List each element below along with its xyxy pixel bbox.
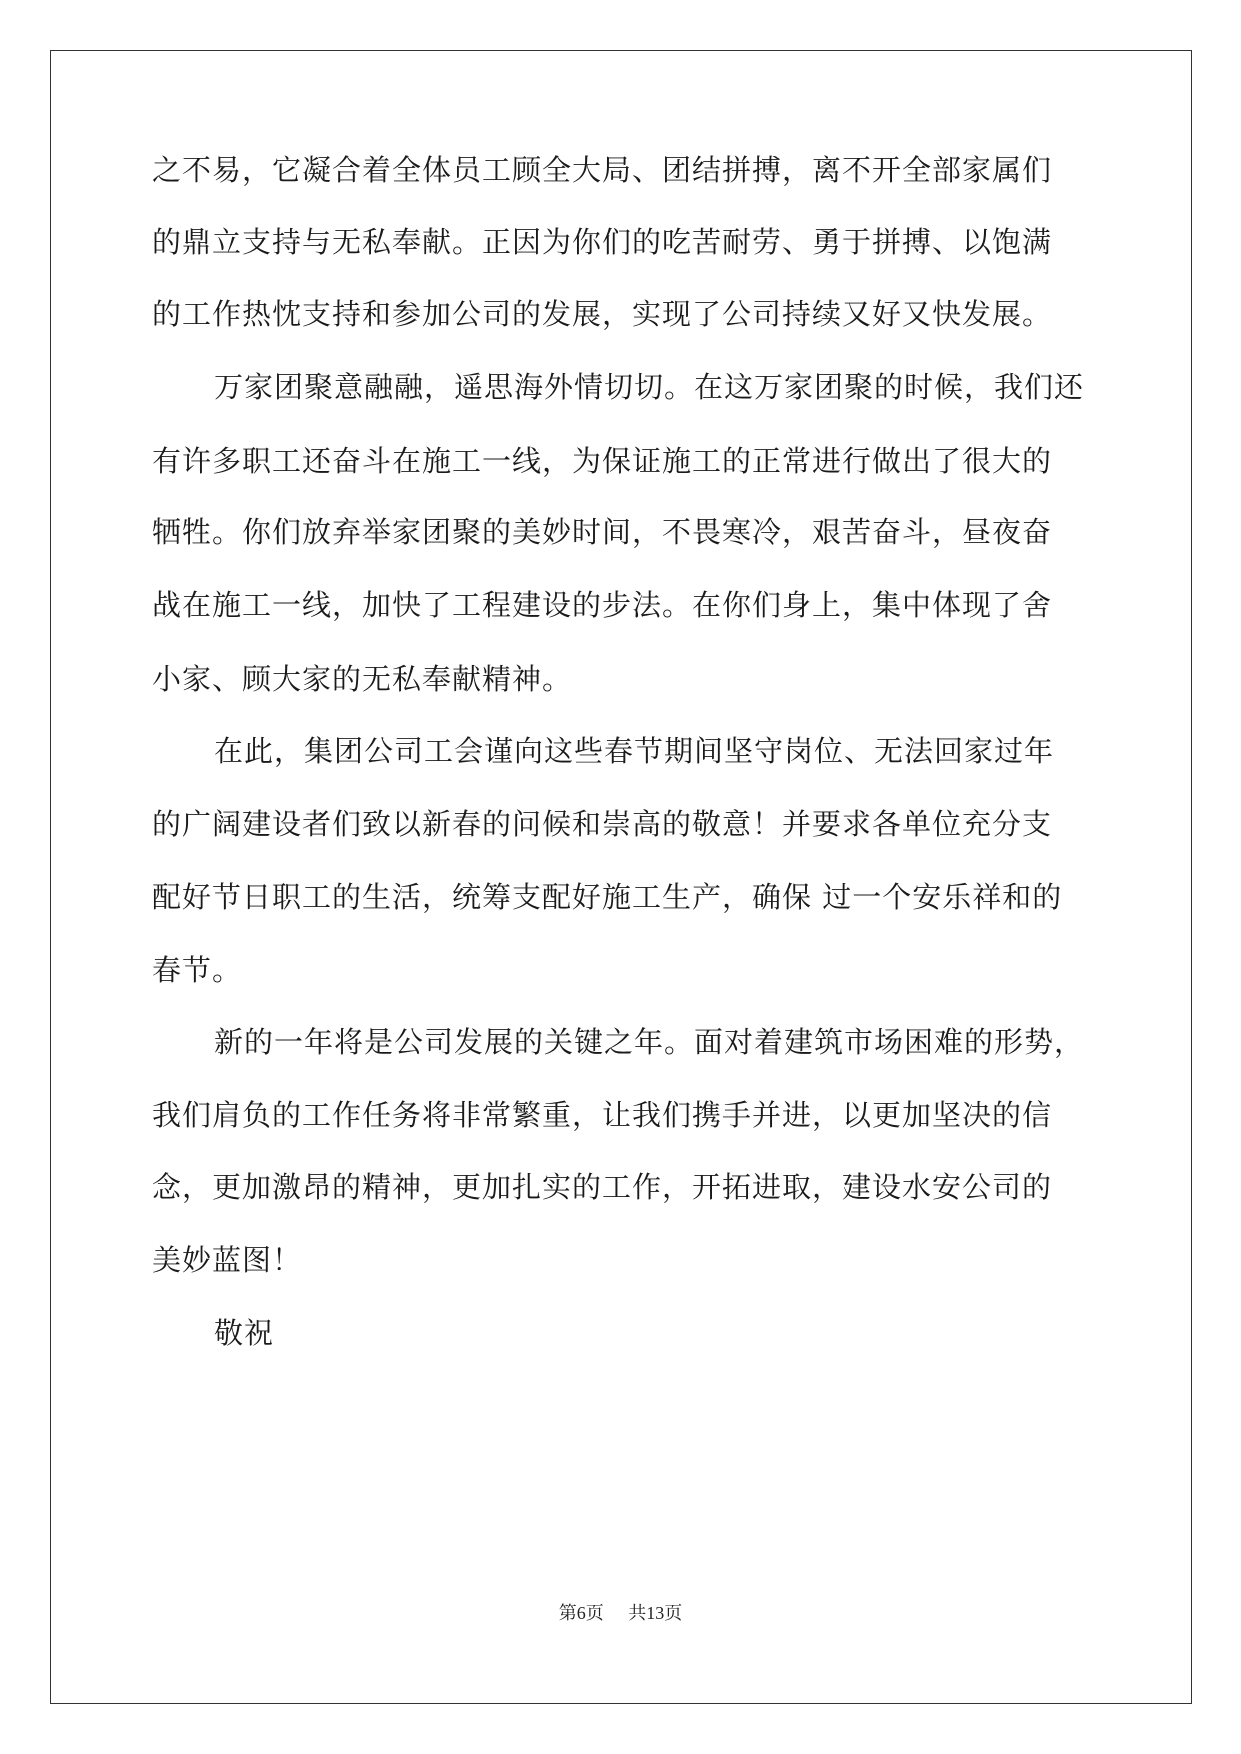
body-line: 的鼎立支持与无私奉献。正因为你们的吃苦耐劳、勇于拼搏、以饱满 bbox=[152, 225, 1053, 259]
body-line: 念，更加激昂的精神，更加扎实的工作，开拓进取，建设水安公司的 bbox=[152, 1170, 1053, 1204]
body-line: 春节。 bbox=[152, 953, 243, 987]
body-line: 牺牲。你们放弃举家团聚的美妙时间，不畏寒冷，艰苦奋斗，昼夜奋 bbox=[152, 515, 1053, 549]
body-line: 的工作热忱支持和参加公司的发展，实现了公司持续又好又快发展。 bbox=[152, 297, 1053, 331]
body-line: 新的一年将是公司发展的关键之年。面对着建筑市场困难的形势， bbox=[214, 1025, 1085, 1059]
body-line: 有许多职工还奋斗在施工一线，为保证施工的正常进行做出了很大的 bbox=[152, 444, 1053, 478]
body-line: 美妙蓝图！ bbox=[152, 1243, 303, 1277]
body-line: 配好节日职工的生活，统筹支配好施工生产，确保 过一个安乐祥和的 bbox=[152, 880, 1063, 914]
closing-salutation: 敬祝 bbox=[214, 1316, 275, 1350]
body-line: 战在施工一线，加快了工程建设的步法。在你们身上，集中体现了舍 bbox=[152, 588, 1053, 622]
body-line: 我们肩负的工作任务将非常繁重，让我们携手并进，以更加坚决的信 bbox=[152, 1098, 1053, 1132]
body-line: 小家、顾大家的无私奉献精神。 bbox=[152, 662, 573, 696]
body-line: 在此，集团公司工会谨向这些春节期间坚守岗位、无法回家过年 bbox=[214, 734, 1055, 768]
body-line: 之不易，它凝合着全体员工顾全大局、团结拼搏，离不开全部家属们 bbox=[152, 153, 1053, 187]
page-number: 第6页 bbox=[558, 1603, 604, 1623]
body-line: 的广阔建设者们致以新春的问候和崇高的敬意！并要求各单位充分支 bbox=[152, 807, 1053, 841]
body-line: 万家团聚意融融，遥思海外情切切。在这万家团聚的时候，我们还 bbox=[214, 370, 1085, 404]
page-total: 共13页 bbox=[628, 1603, 683, 1623]
page-footer bbox=[0, 1601, 1241, 1625]
